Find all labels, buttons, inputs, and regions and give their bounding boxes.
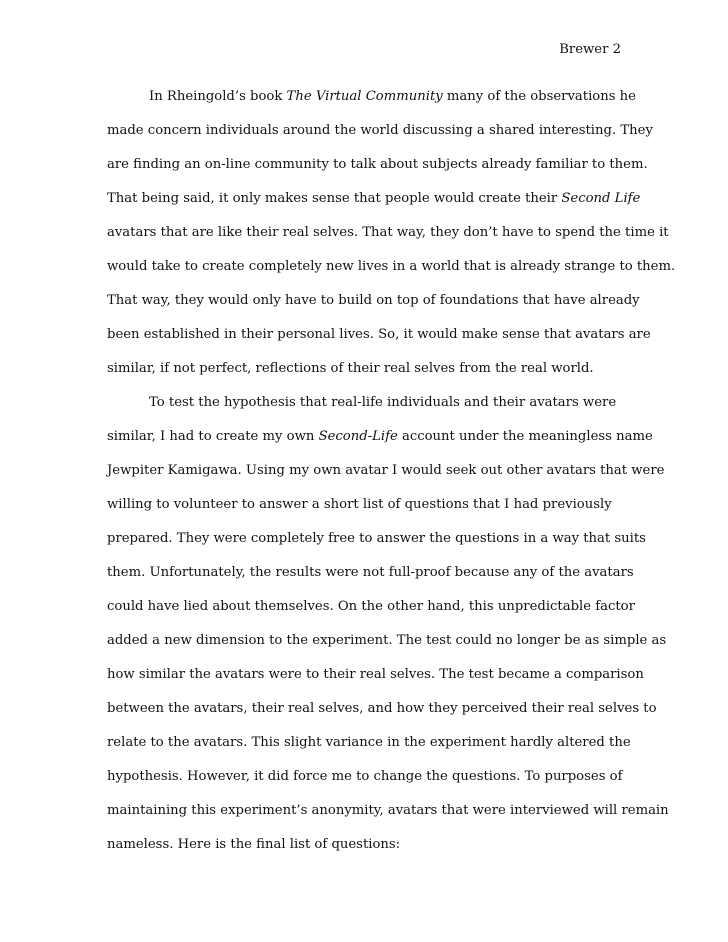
paragraph-line <box>107 599 635 615</box>
paragraph-line <box>107 191 640 207</box>
line-text: maintaining this experiment’s anonymity, avatars that were interviewed will remain <box>107 803 669 818</box>
line-text: account under the meaningless name <box>397 429 653 444</box>
line-text: nameless. Here is the final list of questions: <box>107 837 401 852</box>
paragraph-line <box>107 633 666 649</box>
line-text: willing to volunteer to answer a short list of questions that I had previously <box>107 497 612 512</box>
paragraph-line <box>107 531 646 547</box>
line-text: added a new dimension to the experiment. The test could no longer be as simple as <box>107 633 667 648</box>
paragraph-line <box>107 327 651 343</box>
line-text: To test the hypothesis that real-life individuals and their avatars were <box>149 395 617 410</box>
paragraph-line <box>107 769 622 785</box>
paragraph-line <box>107 259 675 275</box>
paragraph-line <box>107 667 644 683</box>
italic-term: Second-Life <box>318 429 398 444</box>
paragraph-line <box>149 89 636 105</box>
line-text: could have lied about themselves. On the other hand, this unpredictable factor <box>107 599 635 614</box>
paragraph-line <box>149 395 616 411</box>
paragraph-line <box>107 803 669 819</box>
paragraph-line <box>107 157 648 173</box>
paragraph-line <box>107 361 594 377</box>
line-text: would take to create completely new lives in a world that is already strange to them. <box>107 259 676 274</box>
paragraph-line <box>107 701 657 717</box>
line-text: That way, they would only have to build on top of foundations that have already <box>107 293 640 308</box>
book-title: The Virtual Community <box>286 89 443 104</box>
paragraph-line <box>107 463 664 479</box>
paragraph-line <box>107 837 400 853</box>
line-text: relate to the avatars. This slight variance in the experiment hardly altered the <box>107 735 631 750</box>
paragraph-line <box>107 565 634 581</box>
line-text: them. Unfortunately, the results were not full-proof because any of the avatars <box>107 565 634 580</box>
line-text: how similar the avatars were to their real selves. The test became a comparison <box>107 667 644 682</box>
italic-term: Second Life <box>561 191 641 206</box>
line-text: hypothesis. However, it did force me to change the questions. To purposes of <box>107 769 623 784</box>
line-text: prepared. They were completely free to answer the questions in a way that suits <box>107 531 646 546</box>
paragraph-line <box>107 429 653 445</box>
paragraph-line <box>107 735 631 751</box>
line-text: avatars that are like their real selves. That way, they don’t have to spend the time it <box>107 225 669 240</box>
line-text: Jewpiter Kamigawa. Using my own avatar I would seek out other avatars that were <box>107 463 665 478</box>
paragraph-line <box>107 497 612 513</box>
line-text: similar, I had to create my own <box>107 429 319 444</box>
line-text: That being said, it only makes sense that people would create their <box>107 191 562 206</box>
page-number-label: Brewer 2 <box>559 42 621 57</box>
paragraph-line <box>107 225 669 241</box>
paragraph-line <box>107 293 640 309</box>
line-text: similar, if not perfect, reflections of their real selves from the real world. <box>107 361 594 376</box>
line-text: been established in their personal lives. So, it would make sense that avatars are <box>107 327 651 342</box>
line-text: made concern individuals around the world discussing a shared interesting. They <box>107 123 653 138</box>
line-text: are finding an on-line community to talk about subjects already familiar to them. <box>107 157 648 172</box>
line-text: between the avatars, their real selves, and how they perceived their real selves to <box>107 701 657 716</box>
paragraph-line <box>107 123 653 139</box>
page-header <box>559 42 621 58</box>
line-text: many of the observations he <box>442 89 636 104</box>
line-text: In Rheingold’s book <box>149 89 287 104</box>
